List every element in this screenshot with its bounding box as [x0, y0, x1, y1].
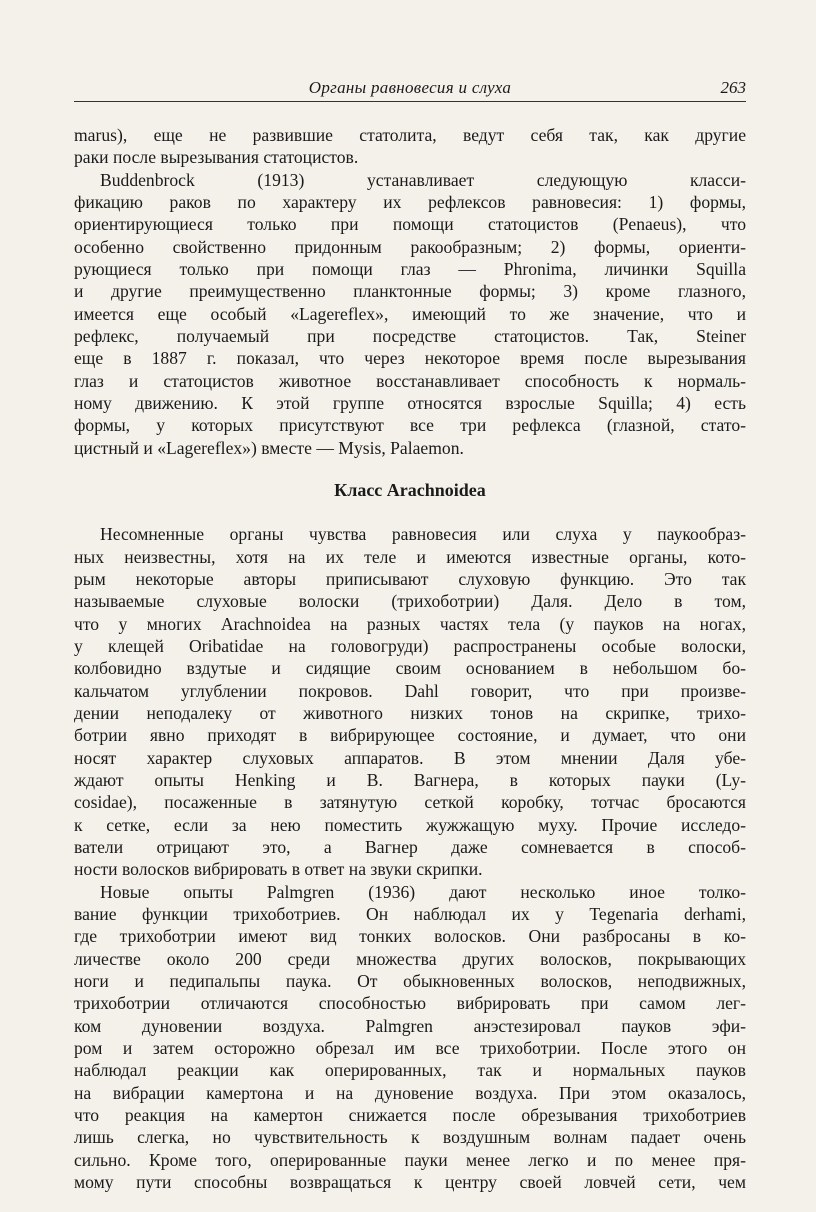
- paragraph-group-2: [74, 523, 746, 1193]
- text-line: дении неподалеку от животного низких тонов на скрипке, трихо-: [74, 702, 746, 723]
- text-line: у клещей Oribatidae на головогруди) распространены особые волоски,: [74, 635, 746, 656]
- text-line: вание функции трихоботриев. Он наблюдал их у Tegenaria derhami,: [74, 904, 746, 924]
- text-line: еще в 1887 г. показал, что через некоторое время после вырезывания: [74, 348, 746, 369]
- page-number: 263: [720, 78, 746, 97]
- text-line: ных неизвестны, хотя на их теле и имеются известные органы, кото-: [74, 546, 746, 567]
- text-line: глаз и статоцистов животное восстанавливает способность к нормаль-: [74, 370, 746, 391]
- text-line: ром и затем осторожно обрезал им все трихоботрии. После этого он: [74, 1038, 746, 1059]
- text-line: ности волосков вибрировать в ответ на звуки скрипки.: [74, 859, 483, 880]
- text-line: особенно свойственно придонным ракообразным; 2) формы, ориенти-: [74, 236, 746, 257]
- text-line: цистный и «Lagereflex») вместе — Mysis, Palaemon.: [74, 437, 464, 458]
- text-line: кальчатом углублении покровов. Dahl говорит, что при произве-: [74, 680, 746, 701]
- text-line: ком дуновении воздуха. Palmgren анэстезировал пауков эфи-: [74, 1015, 746, 1036]
- text-line: фикацию раков по характеру их рефлексов равновесия: 1) формы,: [74, 192, 746, 213]
- text-line: к сетке, если за нею поместить жужжащую муху. Прочие исследо-: [74, 814, 746, 835]
- text-line: marus), еще не развившие статолита, ведут себя так, как другие: [74, 125, 746, 145]
- text-line: что у многих Arachnoidea на разных частях тела (у пауков на ногах,: [74, 613, 746, 634]
- text-line: что реакция на камертон снижается после обрезывания трихоботриев: [74, 1105, 746, 1126]
- text-line: ботрии явно приходят в вибрирующее состояние, и думает, что они: [74, 725, 746, 746]
- text-line: ному движению. К этой группе относятся взрослые Squilla; 4) есть: [74, 393, 746, 414]
- text-line: ориентирующиеся только при помощи статоцистов (Penaeus), что: [74, 214, 746, 235]
- text-line: сильно. Кроме того, оперированные пауки менее легко и по менее пря-: [74, 1149, 746, 1170]
- text-line: наблюдал реакции как оперированных, так и нормальных пауков: [74, 1060, 746, 1081]
- text-line: имеется еще особый «Lagereflex», имеющий то же значение, что и: [74, 303, 746, 324]
- text-line: ватели отрицают это, а Вагнер даже сомневается в способ-: [74, 836, 746, 857]
- running-title: Органы равновесия и слуха: [308, 78, 512, 97]
- text-line: лишь слегка, но чувствительность к воздушным волнам падает очень: [74, 1127, 746, 1148]
- text-line: cosidae), посаженные в затянутую сеткой коробку, тотчас бросаются: [74, 792, 746, 813]
- text-line: рефлекс, получаемый при посредстве статоцистов. Так, Steiner: [74, 326, 746, 347]
- text-line: где трихоботрии имеют вид тонких волосков. Они разбросаны в ко-: [74, 926, 746, 947]
- text-line: называемые слуховые волоски (трихоботрии) Даля. Дело в том,: [74, 591, 746, 612]
- text-line: трихоботрии отличаются способностью вибрировать при самом лег-: [74, 993, 746, 1014]
- text-line: на вибрации камертона и на дуновение воздуха. При этом оказалось,: [74, 1082, 746, 1103]
- running-header: [74, 75, 746, 102]
- text-line: раки после вырезывания статоцистов.: [74, 147, 359, 168]
- body-text: [74, 124, 746, 1193]
- text-line: колбовидно вздутые и сидящие своим основанием в небольшом бо-: [74, 658, 746, 679]
- paragraph-group-1: [74, 124, 746, 459]
- text-line: рым некоторые авторы приписывают слуховую функцию. Это так: [74, 568, 746, 589]
- text-line: формы, у которых присутствуют все три рефлекса (глазной, стато-: [74, 415, 746, 436]
- text-line: мому пути способны возвращаться к центру своей ловчей сети, чем: [74, 1172, 746, 1193]
- text-line: носят характер слуховых аппаратов. В этом мнении Даля убе-: [74, 747, 746, 768]
- text-line: личестве около 200 среди множества других волосков, покрывающих: [74, 948, 746, 969]
- text-line: Buddenbrock (1913) устанавливает следующую класси-: [100, 169, 746, 190]
- text-line: ноги и педипальпы паука. От обыкновенных волосков, неподвижных,: [74, 971, 746, 992]
- text-line: ждают опыты Henking и В. Вагнера, в которых пауки (Ly-: [74, 769, 746, 790]
- section-heading: Класс Arachnoidea: [334, 480, 486, 501]
- text-line: рующиеся только при помощи глаз — Phronima, личинки Squilla: [74, 259, 746, 280]
- text-line: Несомненные органы чувства равновесия или слуха у паукообраз-: [100, 524, 746, 545]
- text-line: Новые опыты Palmgren (1936) дают несколько иное толко-: [100, 881, 746, 902]
- text-line: и другие преимущественно планктонные формы; 3) кроме глазного,: [74, 281, 746, 302]
